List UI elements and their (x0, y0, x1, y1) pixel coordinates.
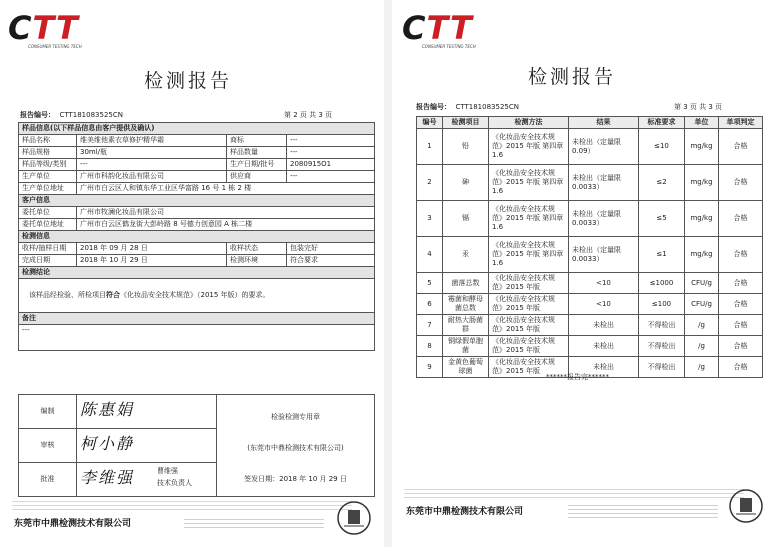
compiler-signature: 陈惠娟 (80, 400, 135, 419)
table-row: 委托单位地址 广州市白云区鹤龙街大彭岭路 8 号德力创意园 A 栋二楼 (19, 219, 375, 231)
table-row: 5 菌落总数 《化妆品安全技术规范》2015 年版 <10 ≤1000 CFU/g 合格 (417, 273, 763, 294)
table-row: 2 砷 《化妆品安全技术规范》2015 年版 第四章 1.6 未检出（定量限 0.0033） ≤2 mg/kg 合格 (417, 165, 763, 201)
table-row: 委托单位 广州市牧澜化妆品有限公司 (19, 207, 375, 219)
report-end-mark: ******报告完****** (546, 373, 609, 381)
section-client-info: 客户信息 (19, 195, 375, 207)
ctt-logo: CTT CONSUMER TESTING TECH (402, 9, 476, 49)
reviewer-signature: 柯小静 (80, 434, 135, 453)
approve-label: 批准 (19, 463, 77, 497)
table-row: 9 金黄色葡萄球菌 《化妆品安全技术规范》2015 年版 未检出 不得检出 /g 合格 (417, 357, 763, 378)
table-row: 8 铜绿假单胞菌 《化妆品安全技术规范》2015 年版 未检出 不得检出 /g 合格 (417, 336, 763, 357)
signature-table (18, 394, 375, 497)
stamp-area: 检验检测专用章 (东莞市中鼎检测技术有限公司) 签发日期：2018 年 10 月 29 日 (217, 395, 375, 497)
table-row: 样品名称 维美维他素衣草修护精华霜 商标 --- (19, 135, 375, 147)
report-number: 报告编号： CTT181083525CN (416, 103, 519, 111)
review-label: 审核 (19, 429, 77, 463)
page-info: 第 2 页 共 3 页 (284, 111, 333, 119)
table-row: 生产单位地址 广州市白云区人和镇东华工业区华富路 16 号 1 栋 2 楼 (19, 183, 375, 195)
table-row: 样品等级/类别 --- 生产日期/批号 2080915O1 (19, 159, 375, 171)
remark-row: --- (19, 325, 375, 351)
table-row: 7 耐热大肠菌群 《化妆品安全技术规范》2015 年版 未检出 不得检出 /g 合格 (417, 315, 763, 336)
table-header-row: 编号 检测项目 检测方法 结果 标准要求 单位 单项判定 (417, 117, 763, 129)
report-page-3 (396, 4, 772, 543)
page-info: 第 3 页 共 3 页 (674, 103, 723, 111)
footer-fine-print (404, 486, 744, 498)
table-row: 3 镉 《化妆品安全技术规范》2015 年版 第四章 1.6 未检出（定量限 0.0033） ≤5 mg/kg 合格 (417, 201, 763, 237)
table-row: 收样/抽样日期 2018 年 09 月 28 日 收样状态 包装完好 (19, 243, 375, 255)
page-gutter (384, 0, 392, 547)
approver-role: 技术负责人 (157, 479, 192, 487)
section-remark: 备注 (19, 313, 375, 325)
test-results-table (416, 116, 763, 378)
company-name: 东莞市中鼎检测技术有限公司 (406, 507, 524, 517)
section-conclusion: 检测结论 (19, 267, 375, 279)
approver-signature: 李维强 (80, 468, 135, 487)
table-row: 生产单位 广州市科韵化妆品有限公司 供应商 --- (19, 171, 375, 183)
page-title: 检测报告 (144, 70, 233, 92)
approver-name: 曹维强 (157, 467, 178, 475)
conclusion-row: 该样品经检验、所检项目符合《化妆品安全技术规范》（2015 年版）的要求。 (19, 279, 375, 313)
company-name: 东莞市中鼎检测技术有限公司 (14, 519, 132, 529)
footer-fine-print (12, 498, 352, 510)
report-page-2 (4, 4, 380, 543)
table-row: 样品规格 30ml/瓶 样品数量 --- (19, 147, 375, 159)
compile-label: 编制 (19, 395, 77, 429)
footer-contact (184, 516, 324, 530)
table-row: 完成日期 2018 年 10 月 29 日 检测环境 符合要求 (19, 255, 375, 267)
table-row: 1 铅 《化妆品安全技术规范》2015 年版 第四章 1.6 未检出（定量限 0.09） ≤10 mg/kg 合格 (417, 129, 763, 165)
table-row: 4 汞 《化妆品安全技术规范》2015 年版 第四章 1.6 未检出（定量限 0.0033） ≤1 mg/kg 合格 (417, 237, 763, 273)
official-seal-icon (726, 488, 766, 524)
sample-info-table (18, 122, 375, 351)
ctt-logo: CTT CONSUMER TESTING TECH (8, 9, 82, 49)
report-number: 报告编号： CTT181083525CN (20, 111, 123, 119)
footer-contact (568, 502, 718, 518)
section-sample-info: 样品信息(以下样品信息由客户提供及确认) (19, 123, 375, 135)
page-title: 检测报告 (528, 66, 617, 88)
official-seal-icon (334, 500, 374, 536)
table-row: 6 霉菌和酵母菌总数 《化妆品安全技术规范》2015 年版 <10 ≤100 CFU/g 合格 (417, 294, 763, 315)
section-test-info: 检测信息 (19, 231, 375, 243)
